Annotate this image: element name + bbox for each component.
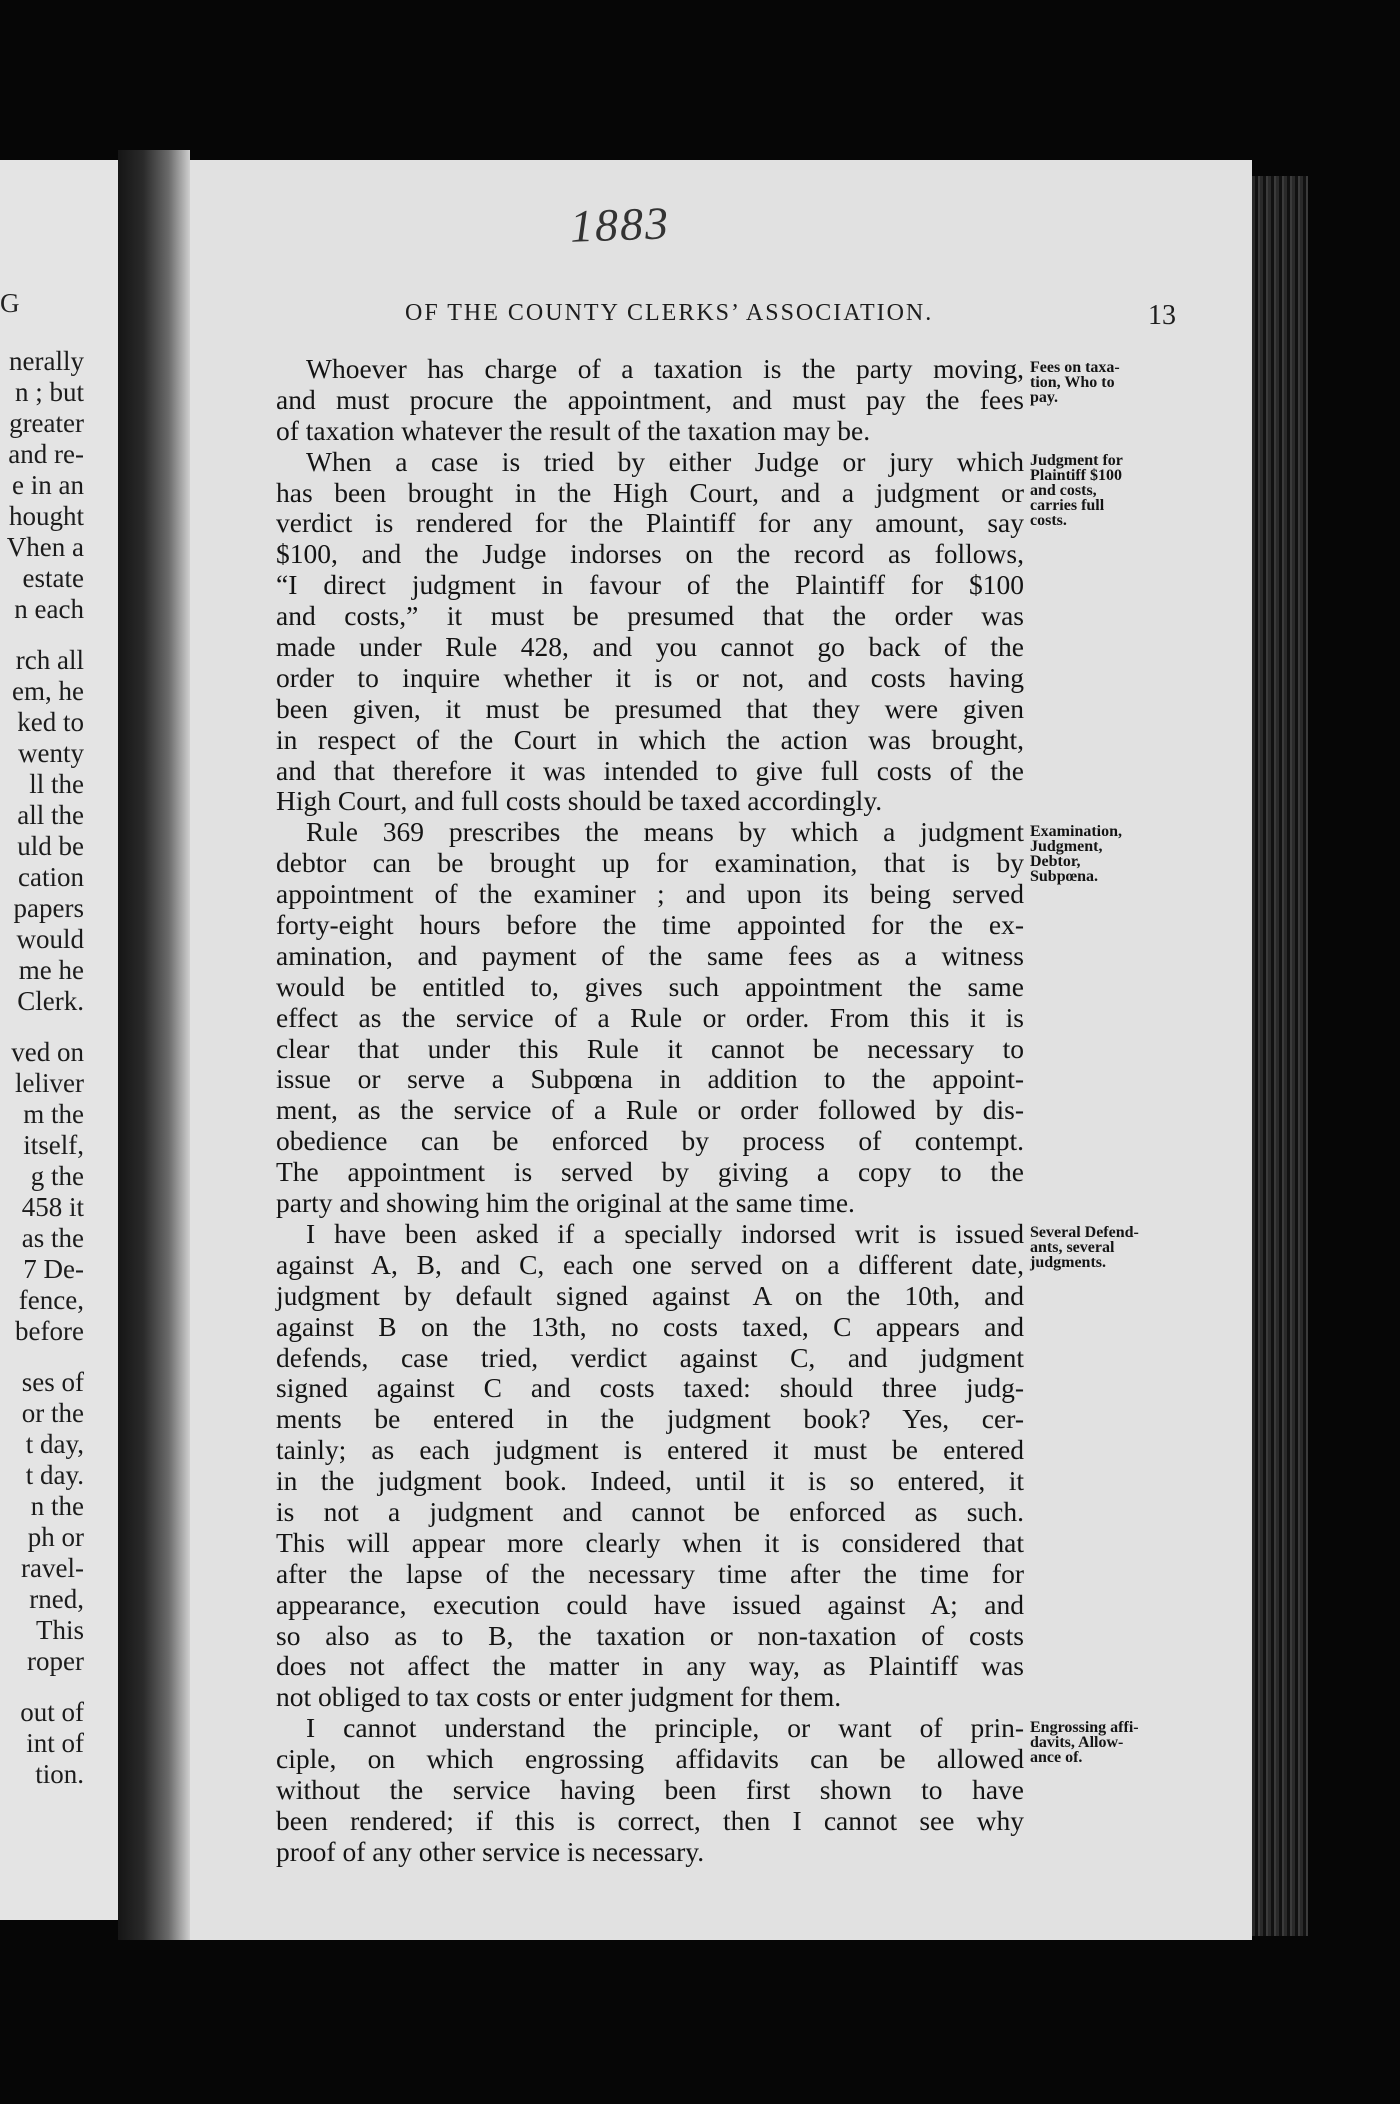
facing-page-line: me he xyxy=(18,955,84,985)
facing-page-line: tion. xyxy=(35,1759,84,1789)
facing-page-line: nerally xyxy=(9,346,84,376)
facing-page-line: leliver xyxy=(15,1068,84,1098)
text-line: appointment of the examiner ; and upon its being served xyxy=(276,878,1024,910)
text-line: High Court, and full costs should be taxed accordingly. xyxy=(276,785,883,817)
facing-page-line: em, he xyxy=(12,676,84,706)
page-edges xyxy=(1252,176,1308,1936)
facing-page-text-fragments xyxy=(7,346,84,1790)
text-line: ment, as the service of a Rule or order followed by dis- xyxy=(276,1094,1024,1126)
text-line: issue or serve a Subpœna in addition to the appoint- xyxy=(276,1063,1024,1095)
side-note-line: costs. xyxy=(1030,511,1067,529)
facing-page-gap xyxy=(7,625,84,645)
text-line: proof of any other service is necessary. xyxy=(276,1835,705,1867)
side-note-line: davits, Allow- xyxy=(1030,1733,1124,1751)
facing-page-line: before xyxy=(15,1316,84,1346)
text-line: ciple, on which engrossing affidavits can be allowed xyxy=(276,1743,1024,1775)
facing-page-line: ked to xyxy=(17,707,84,737)
facing-page-line: roper xyxy=(27,1646,84,1676)
text-line: I have been asked if a specially indorsed writ is issued xyxy=(306,1217,1024,1249)
text-line: against B on the 13th, no costs taxed, C appears and xyxy=(276,1310,1024,1342)
text-line: signed against C and costs taxed: should three judg- xyxy=(276,1372,1024,1404)
facing-page-line: Vhen a xyxy=(6,532,84,562)
book-gutter xyxy=(118,150,190,1940)
side-note-line: Judgment for xyxy=(1030,451,1123,469)
side-note-line: Engrossing affi- xyxy=(1030,1718,1139,1736)
text-line: been rendered; if this is correct, then I cannot see why xyxy=(276,1804,1024,1836)
facing-page-line: or the xyxy=(21,1398,84,1428)
text-line: party and showing him the original at the same time. xyxy=(276,1187,855,1219)
text-line: and must procure the appointment, and must pay the fees xyxy=(276,383,1024,415)
facing-page-line: t day, xyxy=(25,1429,84,1459)
facing-page-line: wenty xyxy=(18,738,84,768)
text-line: verdict is rendered for the Plaintiff for any amount, say xyxy=(276,507,1024,539)
side-note xyxy=(1030,1720,1166,1765)
facing-page-line: Clerk. xyxy=(17,986,84,1016)
facing-page-line: out of xyxy=(20,1697,84,1727)
side-note-line: and costs, xyxy=(1030,481,1097,499)
facing-page-line: itself, xyxy=(23,1130,84,1160)
facing-page-gap xyxy=(7,1017,84,1037)
facing-page-line: g the xyxy=(30,1161,84,1191)
facing-page-line: would xyxy=(16,924,84,954)
facing-page-line: rned, xyxy=(29,1584,84,1614)
running-title: OF THE COUNTY CLERKS’ ASSOCIATION. xyxy=(405,300,934,326)
facing-page-line: n each xyxy=(14,594,84,624)
text-line: order to inquire whether it is or not, and costs having xyxy=(276,661,1024,693)
facing-page-line: all the xyxy=(17,800,84,830)
facing-page-line: t day. xyxy=(25,1460,84,1490)
text-line: Rule 369 prescribes the means by which a judgment xyxy=(306,816,1024,848)
side-note-line: Debtor, xyxy=(1030,852,1081,870)
facing-page-line: and re- xyxy=(8,439,84,469)
text-line: defends, case tried, verdict against C, and judgment xyxy=(276,1341,1024,1373)
text-line: does not affect the matter in any way, as Plaintiff was xyxy=(276,1650,1024,1682)
side-note-line: Subpœna. xyxy=(1030,867,1099,885)
text-line: would be entitled to, gives such appointment the same xyxy=(276,970,1024,1002)
page-number: 13 xyxy=(1148,300,1176,331)
facing-page-gap xyxy=(7,1677,84,1697)
text-line: and costs,” it must be presumed that the order was xyxy=(276,600,1024,632)
facing-page-line: ph or xyxy=(27,1522,84,1552)
facing-page-line: cation xyxy=(18,862,84,892)
side-note xyxy=(1030,360,1166,405)
facing-page-line: This xyxy=(35,1615,84,1645)
text-line: forty-eight hours before the time appointed for the ex- xyxy=(276,909,1024,941)
facing-page-line: ved on xyxy=(11,1037,84,1067)
text-line: without the service having been first shown to have xyxy=(276,1773,1024,1805)
text-line: not obliged to tax costs or enter judgment for them. xyxy=(276,1681,842,1713)
text-line: clear that under this Rule it cannot be necessary to xyxy=(276,1032,1024,1064)
text-line: after the lapse of the necessary time after the time for xyxy=(276,1557,1024,1589)
side-note xyxy=(1030,824,1166,884)
facing-page-header-letter: G xyxy=(0,288,20,318)
facing-page-line: n ; but xyxy=(14,377,84,407)
side-note-line: ants, several xyxy=(1030,1239,1115,1257)
side-note-line: judgments. xyxy=(1030,1254,1107,1272)
text-line: made under Rule 428, and you cannot go back of the xyxy=(276,631,1024,663)
body-text xyxy=(276,354,1024,1868)
facing-page-fragment xyxy=(0,160,118,1920)
facing-page-line: uld be xyxy=(17,831,84,861)
facing-page-line: estate xyxy=(22,563,84,593)
text-line: When a case is tried by either Judge or jury which xyxy=(306,445,1024,477)
facing-page-line: n the xyxy=(30,1491,84,1521)
text-line: amination, and payment of the same fees as a witness xyxy=(276,939,1024,971)
side-note xyxy=(1030,453,1166,528)
text-line: judgment by default signed against A on the 10th, and xyxy=(276,1279,1024,1311)
facing-page-line: ravel- xyxy=(21,1553,84,1583)
text-line: This will appear more clearly when it is considered that xyxy=(276,1526,1024,1558)
text-line: ments be entered in the judgment book? Yes, cer- xyxy=(276,1403,1024,1435)
facing-page-line: rch all xyxy=(15,645,84,675)
side-note-line: Judgment, xyxy=(1030,837,1103,855)
facing-page-line: hought xyxy=(8,501,84,531)
side-note xyxy=(1030,1225,1166,1270)
side-note-line: pay. xyxy=(1030,389,1059,406)
side-note-line: Several Defend- xyxy=(1030,1224,1139,1242)
facing-page-line: int of xyxy=(26,1728,84,1758)
text-line: “I direct judgment in favour of the Plaintiff for $100 xyxy=(276,569,1024,601)
text-line: appearance, execution could have issued against A; and xyxy=(276,1588,1024,1620)
side-note-line: Examination, xyxy=(1030,822,1123,840)
side-note-line: carries full xyxy=(1030,496,1105,514)
facing-page-line: 458 it xyxy=(21,1192,84,1222)
side-note-line: ance of. xyxy=(1030,1748,1083,1766)
text-line: against A, B, and C, each one served on a different date, xyxy=(276,1248,1024,1280)
text-line: been given, it must be presumed that they were given xyxy=(276,692,1024,724)
text-line: so also as to B, the taxation or non-taxation of costs xyxy=(276,1619,1024,1651)
side-note-line: Fees on taxa- xyxy=(1030,359,1120,376)
facing-page-line: e in an xyxy=(12,470,84,500)
text-line: obedience can be enforced by process of contempt. xyxy=(276,1125,1024,1157)
facing-page-line: ses of xyxy=(21,1367,84,1397)
text-line: has been brought in the High Court, and a judgment or xyxy=(276,476,1024,508)
side-note-line: tion, Who to xyxy=(1030,374,1115,391)
text-line: $100, and the Judge indorses on the record as follows, xyxy=(276,538,1024,570)
text-line: Whoever has charge of a taxation is the party moving, xyxy=(306,353,1024,384)
facing-page-line: as the xyxy=(21,1223,84,1253)
text-line: tainly; as each judgment is entered it must be entered xyxy=(276,1434,1024,1466)
text-line: I cannot understand the principle, or want of prin- xyxy=(306,1712,1024,1744)
text-line: of taxation whatever the result of the taxation may be. xyxy=(276,414,871,446)
facing-page-line: papers xyxy=(13,893,84,923)
text-line: in the judgment book. Indeed, until it is so entered, it xyxy=(276,1465,1024,1497)
facing-page-line: fence, xyxy=(18,1285,84,1315)
facing-page-line: greater xyxy=(9,408,84,438)
text-line: is not a judgment and cannot be enforced as such. xyxy=(276,1495,1024,1527)
text-line: The appointment is served by giving a copy to the xyxy=(276,1156,1024,1188)
facing-page-line: 7 De- xyxy=(23,1254,84,1284)
handwritten-year-annotation: 1883 xyxy=(569,197,671,252)
text-line: in respect of the Court in which the action was brought, xyxy=(276,723,1024,755)
side-note-line: Plaintiff $100 xyxy=(1030,466,1122,484)
facing-page-gap xyxy=(7,1347,84,1367)
text-line: effect as the service of a Rule or order. From this it is xyxy=(276,1001,1024,1033)
text-line: debtor can be brought up for examination, that is by xyxy=(276,847,1024,879)
text-line: and that therefore it was intended to give full costs of the xyxy=(276,754,1024,786)
facing-page-line: ll the xyxy=(29,769,84,799)
facing-page-line: m the xyxy=(23,1099,84,1129)
